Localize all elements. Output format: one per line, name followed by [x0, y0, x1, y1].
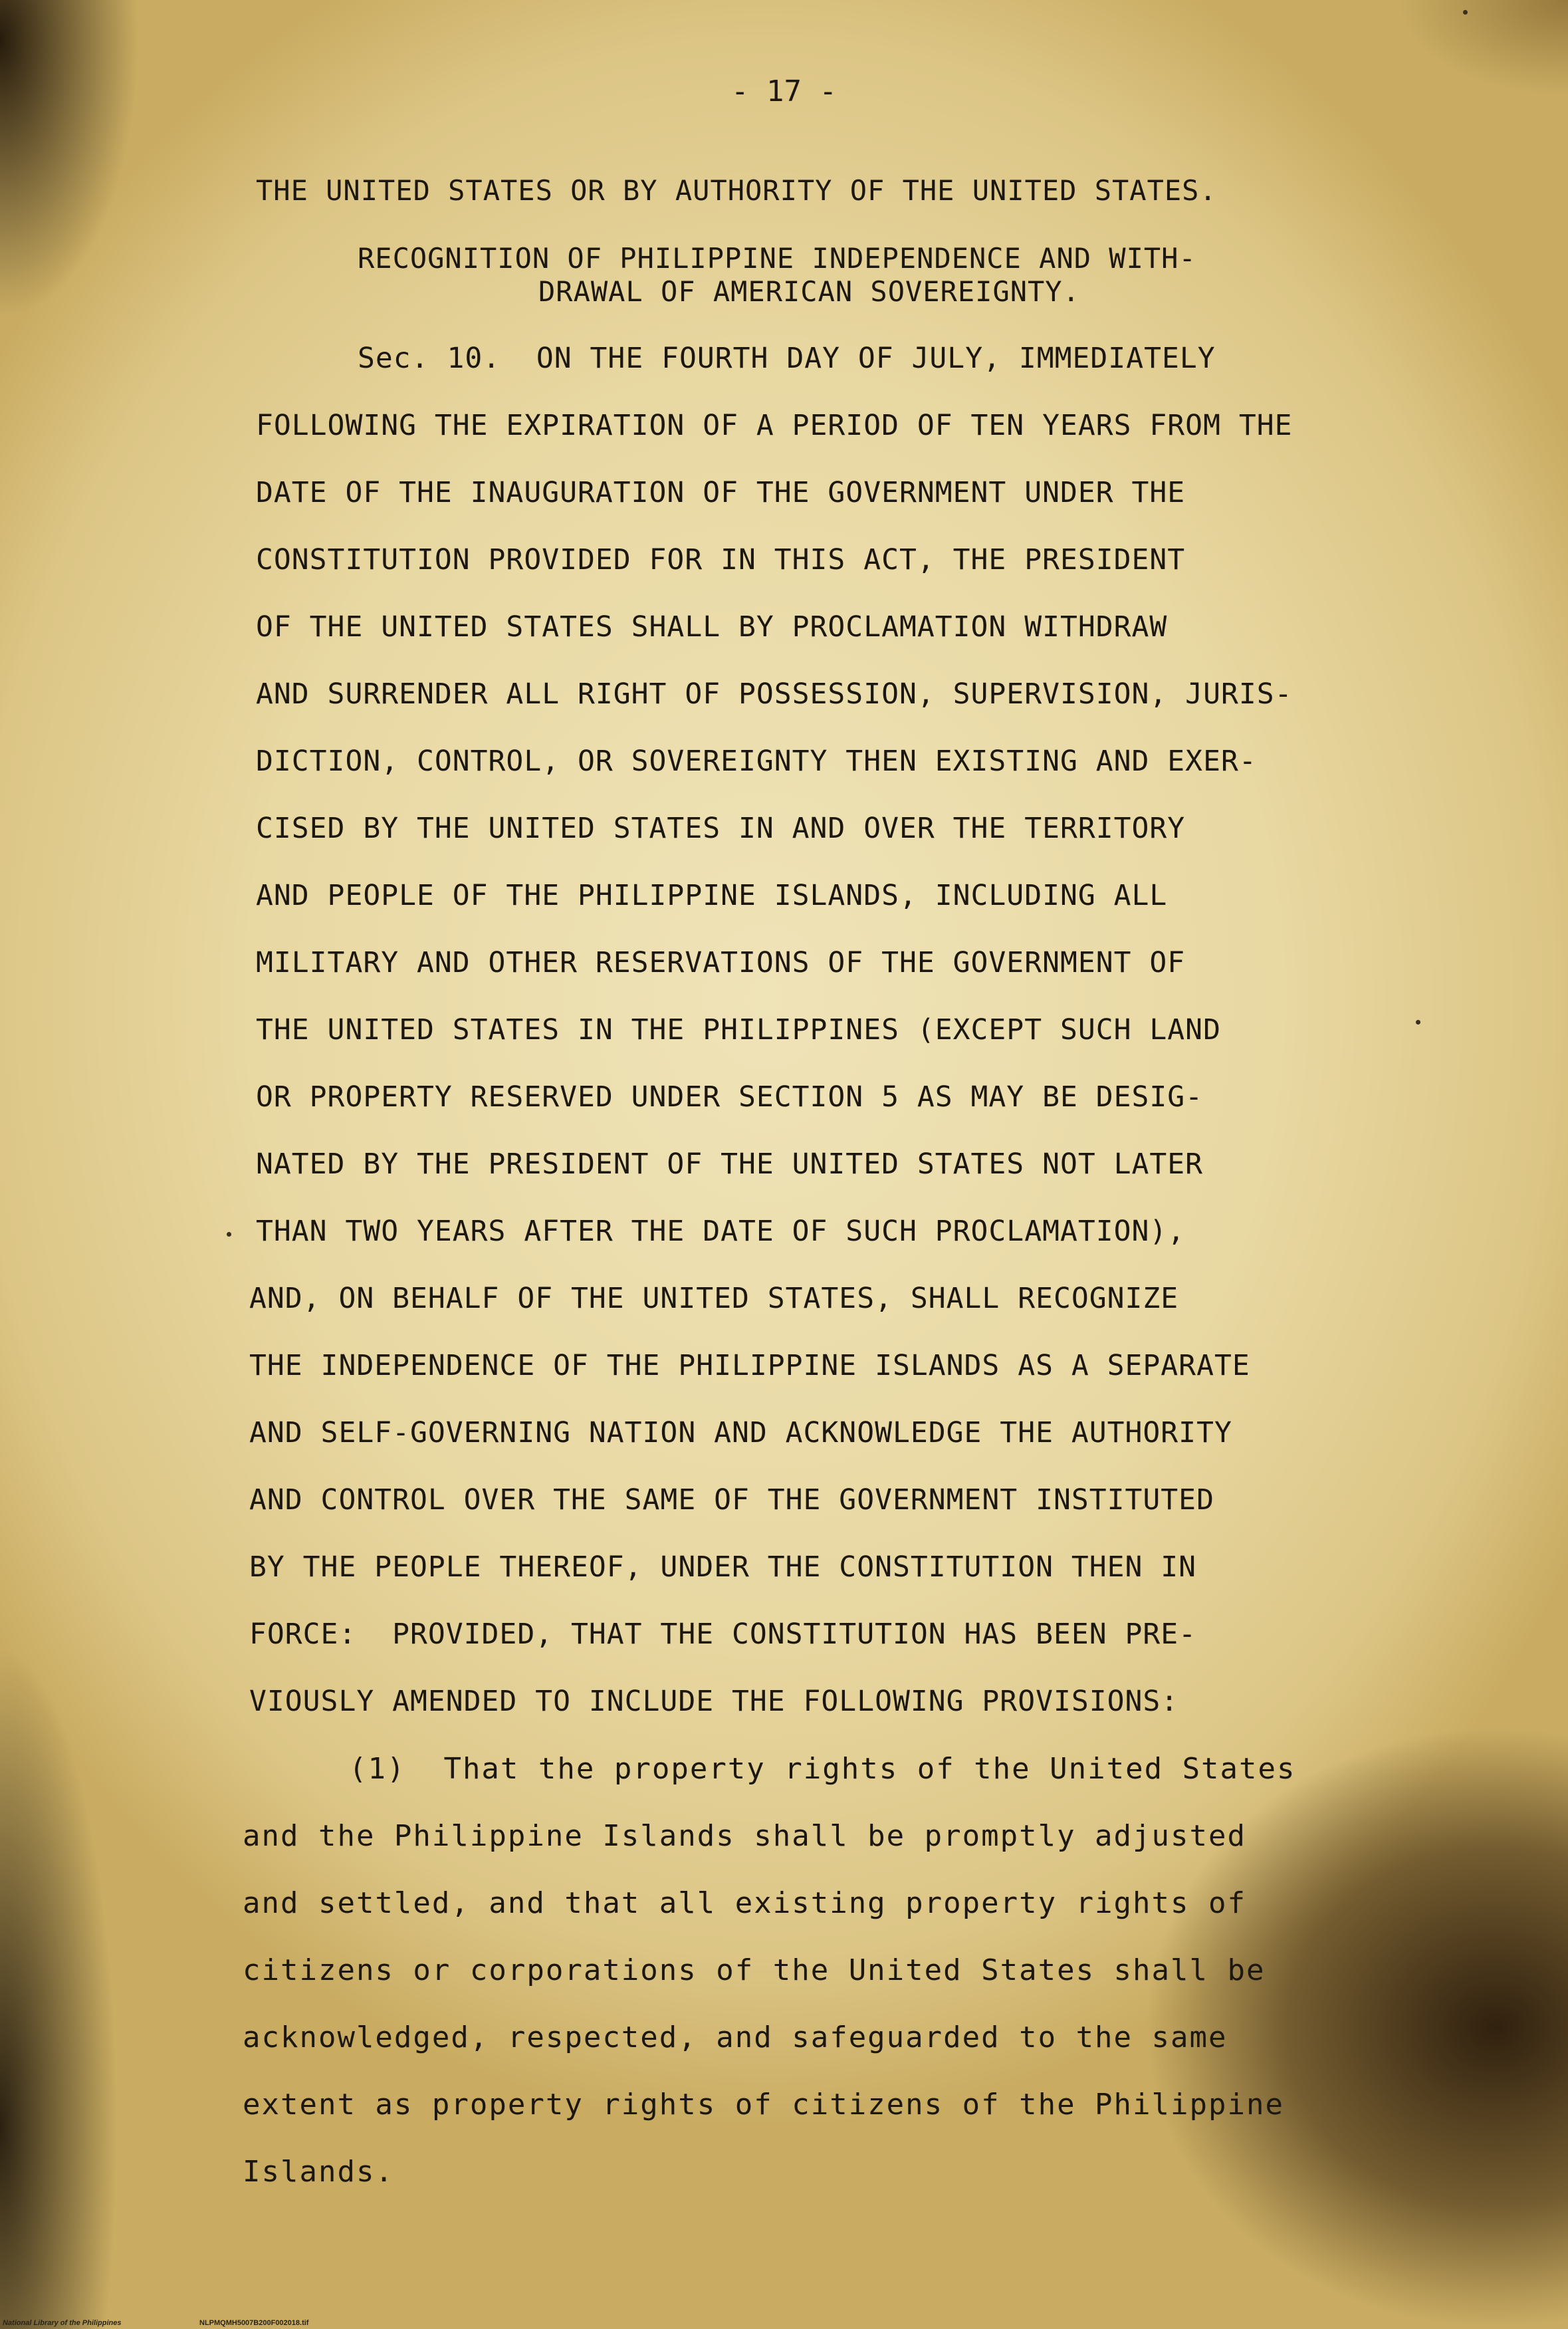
body-line: MILITARY AND OTHER RESERVATIONS OF THE GOVERNMENT OF [256, 946, 1186, 979]
page-number: - 17 - [731, 74, 837, 108]
body-line: BY THE PEOPLE THEREOF, UNDER THE CONSTITUTION THEN IN [249, 1550, 1197, 1584]
body-line: VIOUSLY AMENDED TO INCLUDE THE FOLLOWING PROVISIONS: [249, 1685, 1179, 1718]
continuation-line: THE UNITED STATES OR BY AUTHORITY OF THE UNITED STATES. [256, 174, 1217, 207]
body-line: FORCE: PROVIDED, THAT THE CONSTITUTION HAS BEEN PRE- [249, 1618, 1197, 1651]
provision-line: Islands. [243, 2155, 394, 2189]
body-line: AND SELF-GOVERNING NATION AND ACKNOWLEDGE THE AUTHORITY [249, 1416, 1232, 1449]
provision-line: extent as property rights of citizens of the Philippine [243, 2088, 1284, 2122]
ink-speck [227, 1232, 231, 1237]
section-heading-line-2: DRAWAL OF AMERICAN SOVEREIGNTY. [538, 275, 1080, 308]
provision-line: citizens or corporations of the United States shall be [243, 1953, 1266, 1987]
provision-line: and settled, and that all existing property rights of [243, 1886, 1246, 1920]
body-line: THE UNITED STATES IN THE PHILIPPINES (EXCEPT SUCH LAND [256, 1013, 1221, 1046]
body-line: THE INDEPENDENCE OF THE PHILIPPINE ISLANDS AS A SEPARATE [249, 1349, 1250, 1382]
body-line: AND SURRENDER ALL RIGHT OF POSSESSION, SUPERVISION, JURIS- [256, 677, 1293, 711]
body-line: CISED BY THE UNITED STATES IN AND OVER THE TERRITORY [256, 812, 1186, 845]
body-line: NATED BY THE PRESIDENT OF THE UNITED STATES NOT LATER [256, 1148, 1204, 1181]
ink-speck [1463, 10, 1468, 15]
body-line: OF THE UNITED STATES SHALL BY PROCLAMATION WITHDRAW [256, 610, 1168, 644]
archive-filename: NLPMQMH5007B200F002018.tif [199, 2319, 309, 2327]
section-heading-line-1: RECOGNITION OF PHILIPPINE INDEPENDENCE AND WITH- [358, 242, 1196, 275]
body-line: AND, ON BEHALF OF THE UNITED STATES, SHALL RECOGNIZE [249, 1282, 1179, 1315]
body-line: DATE OF THE INAUGURATION OF THE GOVERNMENT UNDER THE [256, 476, 1186, 509]
body-line: FOLLOWING THE EXPIRATION OF A PERIOD OF TEN YEARS FROM THE [256, 409, 1293, 442]
body-line: AND PEOPLE OF THE PHILIPPINE ISLANDS, INCLUDING ALL [256, 879, 1168, 912]
body-line: THAN TWO YEARS AFTER THE DATE OF SUCH PROCLAMATION), [256, 1215, 1186, 1248]
provision-line: and the Philippine Islands shall be promptly adjusted [243, 1819, 1246, 1853]
body-line: CONSTITUTION PROVIDED FOR IN THIS ACT, THE PRESIDENT [256, 543, 1186, 576]
body-line: DICTION, CONTROL, OR SOVEREIGNTY THEN EXISTING AND EXER- [256, 745, 1257, 778]
archive-credit: National Library of the Philippines [3, 2319, 122, 2327]
ink-speck [1416, 1020, 1420, 1025]
body-line: OR PROPERTY RESERVED UNDER SECTION 5 AS MAY BE DESIG- [256, 1080, 1204, 1114]
body-line: AND CONTROL OVER THE SAME OF THE GOVERNMENT INSTITUTED [249, 1483, 1214, 1517]
body-line: Sec. 10. ON THE FOURTH DAY OF JULY, IMMEDIATELY [358, 342, 1216, 375]
provision-line: acknowledged, respected, and safeguarded to the same [243, 2021, 1228, 2054]
provision-line: (1) That the property rights of the United States [349, 1752, 1296, 1786]
